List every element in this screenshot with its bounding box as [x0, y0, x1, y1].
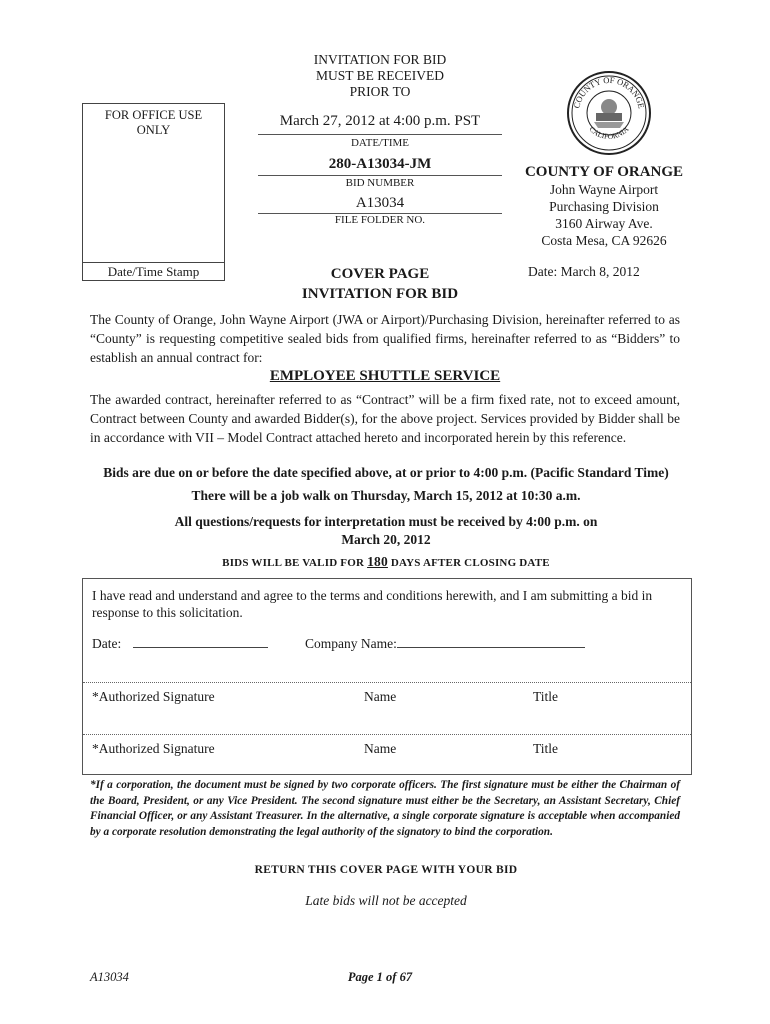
- office-use-line-2: ONLY: [136, 123, 171, 137]
- document-date: Date: March 8, 2012: [528, 264, 640, 279]
- footer-page-number: Page 1 of 67: [347, 970, 413, 984]
- validity-prefix: BIDS WILL BE VALID FOR: [222, 557, 368, 569]
- late-bids-note: Late bids will not be accepted: [305, 893, 467, 908]
- bid-due-notice: Bids are due on or before the date specified above, at or prior to 4:00 p.m. (Pacific Standard Time): [103, 465, 669, 480]
- questions-line-1: All questions/requests for interpretation must be received by 4:00 p.m. on: [174, 514, 598, 529]
- footer-file-number: A13034: [90, 970, 129, 984]
- questions-line-2: March 20, 2012: [341, 532, 431, 547]
- county-address-block: [510, 164, 698, 249]
- signature-2-title[interactable]: Title: [533, 741, 559, 756]
- company-row: [305, 634, 585, 652]
- company-label: Company Name:: [305, 636, 397, 651]
- invitation-line-3: PRIOR TO: [349, 84, 411, 99]
- signature-1-title[interactable]: Title: [533, 689, 559, 704]
- corporate-signature-footnote: *If a corporation, the document must be signed by two corporate officers. The first signature must be either the Chairman of the Board, President, or any Vice President. The second signature must either be the Secretary, an Assistant Secretary, Chief Financial Officer, or any Assistant Treasurer. In the alternative, a single corporate signature is acceptable when accompanied by a corporate resolution demonstrating the legal authority of the signatory to bind the corporation.: [90, 779, 680, 838]
- signature-1-label[interactable]: *Authorized Signature: [92, 689, 215, 704]
- signature-box: [82, 578, 692, 775]
- file-folder-label: FILE FOLDER NO.: [334, 214, 426, 226]
- county-line-3: 3160 Airway Ave.: [555, 216, 653, 231]
- intro-paragraph: The County of Orange, John Wayne Airport (JWA or Airport)/Purchasing Division, hereinafter referred to as “County” is requesting competitive sealed bids from qualified firms, hereinafter referred to as “Bidders” to establish an annual contract for:: [90, 312, 680, 365]
- return-cover-page-note: RETURN THIS COVER PAGE WITH YOUR BID: [254, 864, 518, 876]
- seal-top-text: COUNTY OF ORANGE: [571, 74, 647, 110]
- bid-number-rule: [258, 175, 502, 176]
- date-row: [92, 634, 268, 652]
- county-seal-icon: [566, 70, 652, 156]
- county-name: COUNTY OF ORANGE: [524, 164, 684, 180]
- invitation-heading: [280, 52, 480, 100]
- cover-title: [280, 264, 480, 304]
- signature-2-name[interactable]: Name: [364, 741, 397, 756]
- bid-number-label: BID NUMBER: [345, 177, 415, 189]
- cover-page-title: COVER PAGE: [330, 266, 430, 282]
- validity-suffix: DAYS AFTER CLOSING DATE: [387, 557, 550, 569]
- row-divider-1: [83, 682, 691, 683]
- job-walk-notice: There will be a job walk on Thursday, March 15, 2012 at 10:30 a.m.: [191, 488, 581, 503]
- county-line-2: Purchasing Division: [549, 199, 659, 214]
- bid-validity-notice: [82, 554, 690, 570]
- invitation-line-1: INVITATION FOR BID: [313, 52, 447, 67]
- invitation-line-2: MUST BE RECEIVED: [315, 68, 444, 83]
- seal-bottom-text: CALIFORNIA: [587, 124, 631, 141]
- signature-1-name[interactable]: Name: [364, 689, 397, 704]
- file-folder-value: A13034: [355, 195, 405, 211]
- bid-number-value: 280-A13034-JM: [328, 156, 432, 172]
- date-field[interactable]: [133, 634, 268, 648]
- row-divider-2: [83, 734, 691, 735]
- validity-days: 180: [367, 554, 388, 569]
- agreement-statement: I have read and understand and agree to the terms and conditions herewith, and I am submitting a bid in response to this solicitation.: [92, 588, 653, 620]
- county-line-4: Costa Mesa, CA 92626: [541, 233, 667, 248]
- service-title: EMPLOYEE SHUTTLE SERVICE: [269, 368, 501, 384]
- due-date-label: DATE/TIME: [350, 137, 410, 149]
- county-line-1: John Wayne Airport: [549, 182, 659, 197]
- office-use-label: [83, 108, 224, 138]
- due-date-value: March 27, 2012 at 4:00 p.m. PST: [279, 113, 481, 129]
- questions-notice: [82, 513, 690, 549]
- company-name-field[interactable]: [397, 634, 585, 648]
- date-label: Date:: [92, 636, 122, 651]
- invitation-for-bid-title: INVITATION FOR BID: [301, 286, 459, 302]
- office-use-line-1: FOR OFFICE USE: [104, 108, 203, 122]
- contract-paragraph: The awarded contract, hereinafter referred to as “Contract” will be a firm fixed rate, not to exceed amount, Contract between County and awarded Bidder(s), for the above project. Services provided by Bidder shall be in accordance with VII – Model Contract attached hereto and incorporated herein by this reference.: [90, 392, 680, 445]
- date-time-stamp-label: Date/Time Stamp: [83, 262, 224, 280]
- due-date-rule: [258, 134, 502, 135]
- office-use-box: [82, 103, 225, 281]
- signature-2-label[interactable]: *Authorized Signature: [92, 741, 215, 756]
